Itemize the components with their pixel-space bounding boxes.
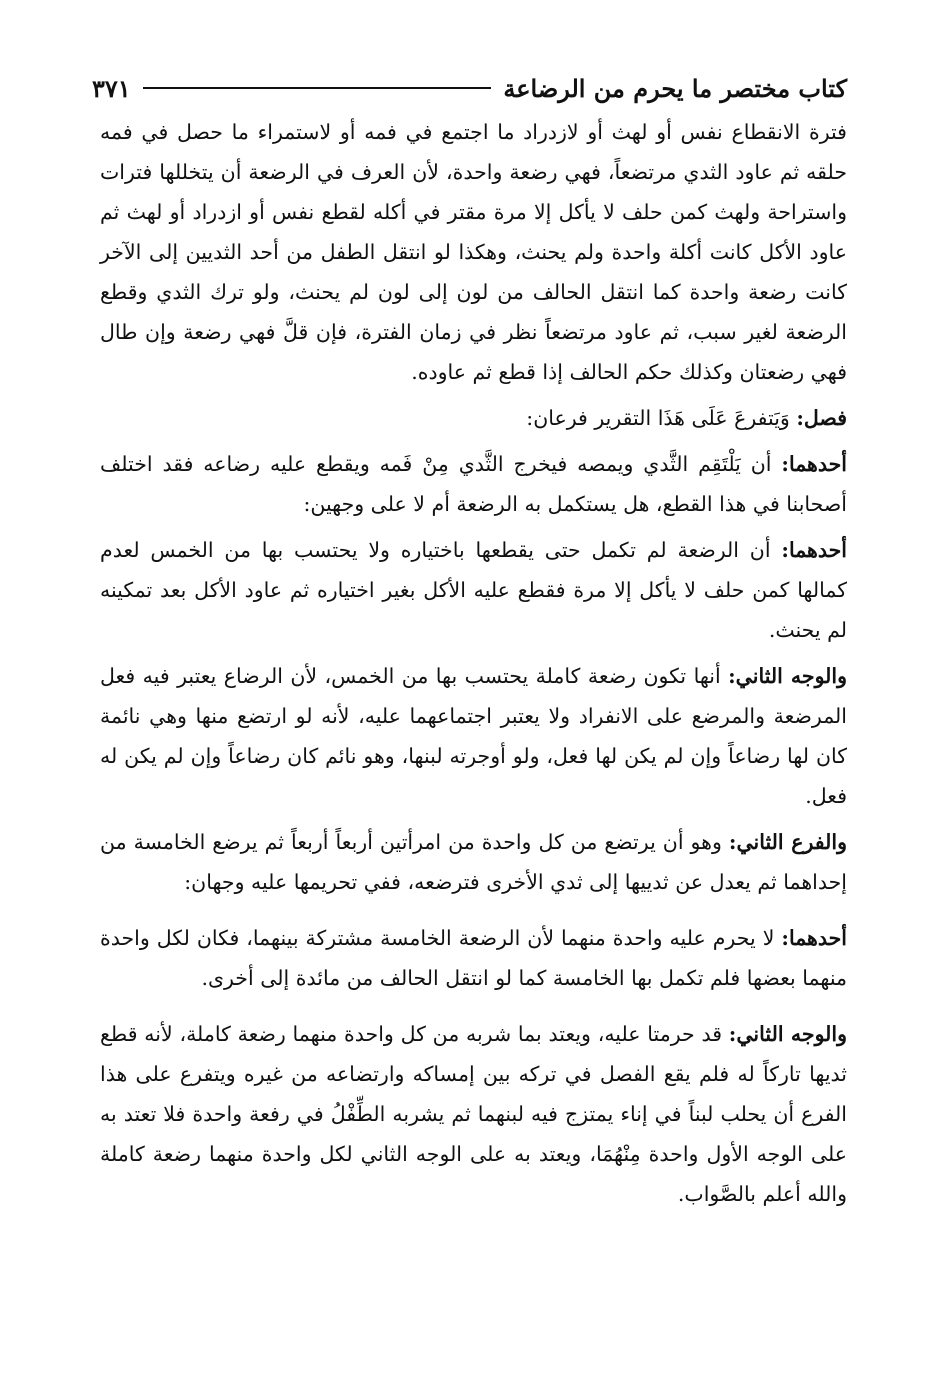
paragraph-lead: فصل: [796, 406, 847, 430]
paragraph-text: أن يَلْتَقِم الثَّدي ويمصه فيخرج الثَّدي مِنْ فَمه ويقطع عليه رضاعه فقد اختلف أصحابنا في هذا القطع، هل يستكمل به الرضعة أم لا على وجهين: [100, 452, 847, 516]
paragraph-lead: أحدهما: [781, 538, 847, 562]
page-body [100, 112, 847, 1220]
paragraph-text: قد حرمتا عليه، ويعتد بما شربه من كل واحدة منهما رضعة كاملة، لأنه قطع ثديها تاركاً له فلم يقع الفصل في تركه بين إمساكه وارتضاعه من غيره ويتفرع على هذا الفرع أن يحلب لبناً في إناء يمتزج فيه لبنهما ثم يشربه الطِّفْلُ في رفعة واحدة فلا تعتد به على الوجه الأول واحدة مِنْهُمَا، ويعتد به على الوجه الثاني لكل واحدة منهما رضعة كاملة والله أعلم بالصَّواب. [100, 1022, 847, 1206]
paragraph [100, 822, 847, 902]
paragraph-lead: أحدهما: [781, 452, 847, 476]
paragraph [100, 1014, 847, 1214]
paragraph [100, 112, 847, 392]
paragraph-lead: والوجه الثاني: [728, 664, 847, 688]
paragraph [100, 398, 847, 438]
paragraph-text: وَيَتفرعَ عَلَى هَذَا التقرير فرعان: [526, 406, 797, 430]
running-header [92, 68, 847, 108]
header-title: كتاب مختصر ما يحرم من الرضاعة [503, 73, 847, 103]
paragraph-text: أن الرضعة لم تكمل حتى يقطعها باختياره ولا يحتسب بها من الخمس لعدم كمالها كمن حلف لا يأكل إلا مرة فقطع عليه الأكل بغير اختياره ثم عاود الأكل بعد تمكينه لم يحنث. [100, 538, 847, 642]
paragraph [100, 918, 847, 998]
page-number: ٣٧١ [92, 73, 131, 103]
paragraph-lead: والوجه الثاني: [728, 1022, 847, 1046]
paragraph-text: وهو أن يرتضع من كل واحدة من امرأتين أربعاً أربعاً ثم يرضع الخامسة من إحداهما ثم يعدل عن ثدييها إلى ثدي الأخرى فترضعه، ففي تحريمها عليه وجهان: [100, 830, 847, 894]
paragraph-lead: والفرع الثاني: [728, 830, 847, 854]
paragraph-text: أنها تكون رضعة كاملة يحتسب بها من الخمس، لأن الرضاع يعتبر فيه فعل المرضعة والمرضع على الانفراد ولا يعتبر اجتماعهما عليه، لأنه لو ارتضع منها وهي نائمة كان لها رضاعاً وإن لم يكن لها فعل، ولو أوجرته لبنها، وهو نائم كان رضاعاً وإن لم يكن له فعل. [100, 664, 847, 808]
paragraph-text: فترة الانقطاع نفس أو لهث أو لازدراد ما اجتمع في فمه أو لاستمراء ما حصل في فمه حلقه ثم عاود الثدي مرتضعاً، فهي رضعة واحدة، لأن العرف في الرضعة أن يتخللها فترات واستراحة ولهث كمن حلف لا يأكل إلا مرة مقتر في أكله لقطع نفس أو ازدراد أو لهث ثم عاود الأكل كانت أكلة واحدة ولم يحنث، وهكذا لو انتقل الطفل من أحد الثديين إلى الآخر كانت رضعة واحدة كما انتقل الحالف من لون إلى لون لم يحنث، ولو ترك الثدي وقطع الرضعة لغير سبب، ثم عاود مرتضعاً نظر في زمان الفترة، فإن قلَّ فهي رضعة وإن طال فهي رضعتان وكذلك حكم الحالف إذا قطع ثم عاوده. [100, 120, 847, 384]
paragraph-text: لا يحرم عليه واحدة منهما لأن الرضعة الخامسة مشتركة بينهما، فكان لكل واحدة منهما بعضها فلم تكمل بها الخامسة كما لو انتقل الحالف من مائدة إلى أخرى. [100, 926, 847, 990]
paragraph [100, 444, 847, 524]
paragraph [100, 656, 847, 816]
paragraph-lead: أحدهما: [781, 926, 847, 950]
header-rule [143, 87, 492, 89]
paragraph [100, 530, 847, 650]
